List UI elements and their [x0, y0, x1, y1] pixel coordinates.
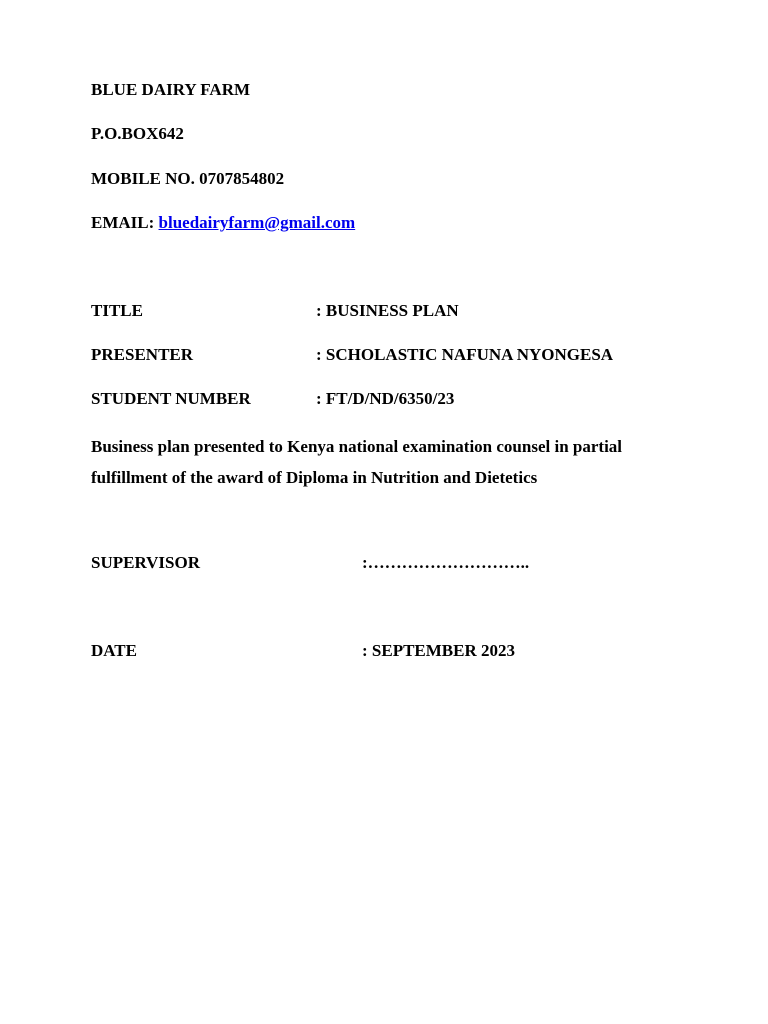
statement-line-1: Business plan presented to Kenya national examination counsel in partial: [91, 437, 623, 456]
presenter-row: [91, 345, 614, 365]
email-link[interactable]: bluedairyfarm@gmail.com: [158, 213, 356, 232]
student-number-row: [91, 389, 455, 409]
statement-paragraph: [91, 431, 691, 493]
presenter-value: : SCHOLASTIC NAFUNA NYONGESA: [316, 345, 614, 364]
title-row: [91, 301, 459, 321]
supervisor-value: :………………………..: [362, 553, 530, 572]
date-row: [91, 641, 516, 661]
student-number-label: STUDENT NUMBER: [91, 389, 251, 408]
supervisor-row: [91, 553, 530, 573]
title-value: : BUSINESS PLAN: [316, 301, 459, 320]
title-label: TITLE: [91, 301, 143, 320]
date-value: : SEPTEMBER 2023: [362, 641, 516, 660]
farm-name: BLUE DAIRY FARM: [91, 80, 251, 99]
po-box: P.O.BOX642: [91, 124, 184, 143]
date-label: DATE: [91, 641, 137, 660]
supervisor-label: SUPERVISOR: [91, 553, 200, 572]
email-label: EMAIL:: [91, 213, 159, 232]
statement-line-2: fulfillment of the award of Diploma in Nutrition and Dietetics: [91, 468, 538, 487]
mobile-number: MOBILE NO. 0707854802: [91, 169, 285, 188]
presenter-label: PRESENTER: [91, 345, 194, 364]
student-number-value: : FT/D/ND/6350/23: [316, 389, 455, 408]
email-line: [91, 213, 355, 233]
